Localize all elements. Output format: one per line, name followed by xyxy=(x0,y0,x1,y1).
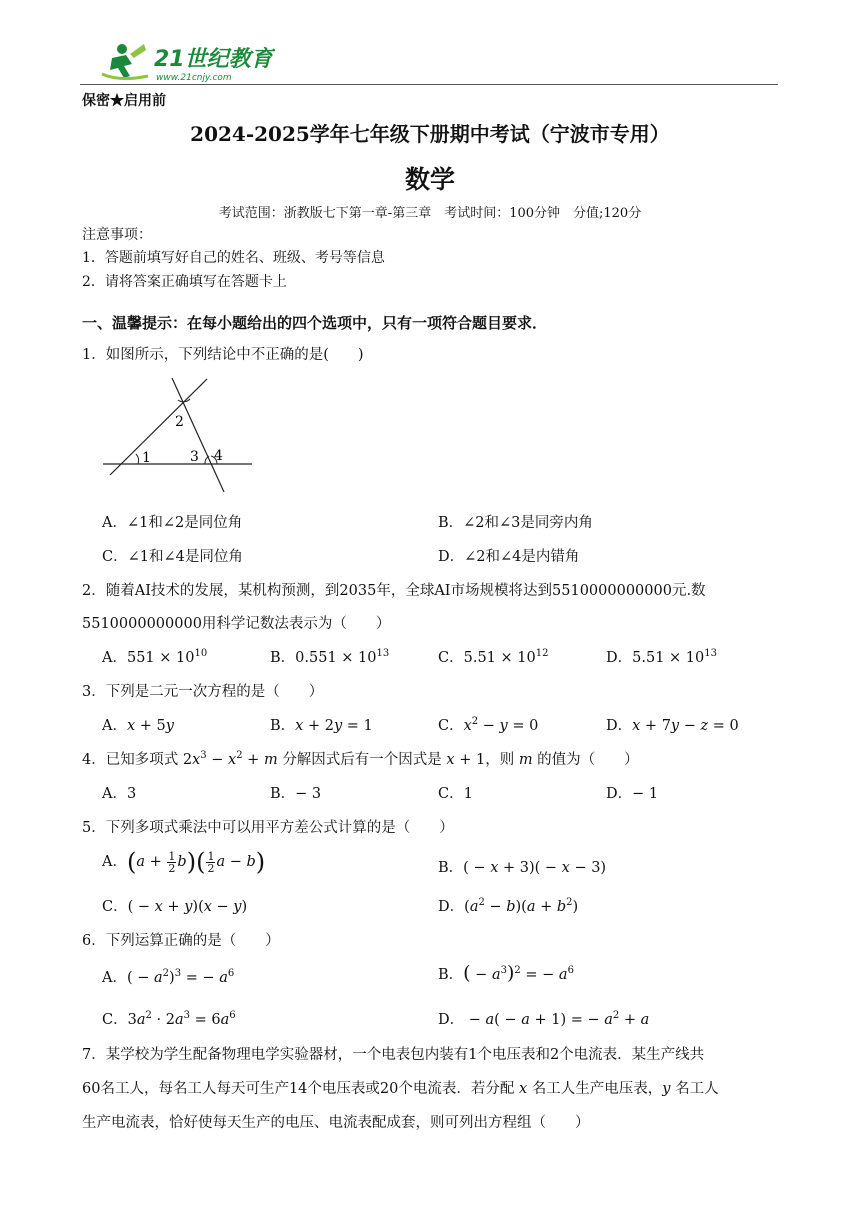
q2-stem-line2: 5510000000000用科学记数法表示为（ ） xyxy=(82,616,391,632)
q2-option-c: C．$5.51 \times 10^{12}$ xyxy=(438,648,549,666)
q2-option-d: D．$5.51 \times 10^{13}$ xyxy=(606,648,717,666)
exam-title: 2024-2025学年七年级下册期中考试（宁波市专用） xyxy=(190,122,670,146)
angle-4-label: 4 xyxy=(214,448,223,464)
q7-line1: 7．某学校为学生配备物理电学实验器材，一个电表包内装有1个电压表和2个电流表．某生产线共 xyxy=(82,1047,705,1063)
q6-option-c: C．$3a^2 \cdot 2a^3 = 6a^6$ xyxy=(102,1010,236,1028)
q3-option-b: B．x + 2y = 1 xyxy=(270,718,373,734)
note-2: 2．请将答案正确填写在答题卡上 xyxy=(82,274,287,290)
note-1: 1．答题前填写好自己的姓名、班级、考号等信息 xyxy=(82,250,385,266)
q4-option-c: C．1 xyxy=(438,786,473,802)
q4-option-d: D．− 1 xyxy=(606,786,659,802)
q5-stem: 5．下列多项式乘法中可以用平方差公式计算的是（ ） xyxy=(82,820,454,836)
angle-3-label: 3 xyxy=(190,449,199,465)
runner-icon xyxy=(102,44,148,79)
q1-option-d: D．∠2和∠4是内错角 xyxy=(438,549,580,565)
q6-option-a: A．( − $a^2)^3$ = − $a^6$ xyxy=(102,968,235,986)
q1-option-c: C．∠1和∠4是同位角 xyxy=(102,549,243,565)
q1-stem: 1．如图所示，下列结论中不正确的是( ) xyxy=(82,347,364,363)
header-rule xyxy=(80,84,778,85)
section-heading: 一、温馨提示：在每小题给出的四个选项中，只有一项符合题目要求． xyxy=(82,314,548,332)
q4-option-a: A．3 xyxy=(102,786,137,802)
q5-option-b: B．( − x + 3)( − x − 3) xyxy=(438,860,607,876)
q3-stem: 3．下列是二元一次方程的是（ ） xyxy=(82,684,324,700)
q3-option-a: A．x + 5y xyxy=(102,718,174,734)
q4-stem: 4．已知多项式 $2x^3 - x^2 + m$ 分解因式后有一个因式是 x + 1，则 m 的值为（ ） xyxy=(82,750,639,768)
q7-line2: 60名工人，每名工人每天可生产14个电压表或20个电流表．若分配 x 名工人生产电压表，y 名工人 xyxy=(82,1081,719,1097)
q3-option-c: C．$x^2 - y = 0$ xyxy=(438,716,539,734)
exam-info: 考试范围：浙教版七下第一章-第三章 考试时间：100分钟 分值;120分 xyxy=(218,206,642,221)
q5-option-a: A．(a + $\frac{1}{2}$ b)( $\frac{1}{2}$ a − b) xyxy=(102,848,266,876)
site-logo xyxy=(100,40,275,84)
q5-option-d: D．$(a^2 - b)(a + b^2)$ xyxy=(438,897,579,915)
q6-stem: 6．下列运算正确的是（ ） xyxy=(82,933,280,949)
q6-option-b: B．( − $a^3)^2$ = − $a^6$ xyxy=(438,962,574,984)
q1-option-b: B．∠2和∠3是同旁内角 xyxy=(438,515,593,531)
q1-figure xyxy=(100,374,255,496)
q7-line3: 生产电流表，恰好使每天生产的电压、电流表配成套，则可列出方程组（ ） xyxy=(82,1115,590,1131)
exam-subject: 数学 xyxy=(404,165,455,194)
q4-option-b: B．− 3 xyxy=(270,786,322,802)
q6-option-d: D． − a( − a + 1) = − $a^2 + a$ xyxy=(438,1010,650,1028)
q1-option-a: A．∠1和∠2是同位角 xyxy=(102,515,243,531)
logo-text: 21世纪教育 xyxy=(154,47,273,72)
q2-option-a: A．$551 \times 10^{10}$ xyxy=(102,648,208,666)
q3-option-d: D．x + 7y − z = 0 xyxy=(606,718,739,734)
angle-1-label: 1 xyxy=(142,450,151,466)
q2-option-b: B．$0.551 \times 10^{13}$ xyxy=(270,648,390,666)
notes-title: 注意事项： xyxy=(82,227,152,243)
q5-option-c: C．( − x + y)(x − y) xyxy=(102,899,248,915)
logo-url: www.21cnjy.com xyxy=(156,73,232,83)
q2-stem-line1: 2．随着AI技术的发展，某机构预测，到2035年，全球AI市场规模将达到5510000000000元.数 xyxy=(82,583,706,599)
angle-2-label: 2 xyxy=(175,414,184,430)
secret-label: 保密★启用前 xyxy=(82,93,166,109)
